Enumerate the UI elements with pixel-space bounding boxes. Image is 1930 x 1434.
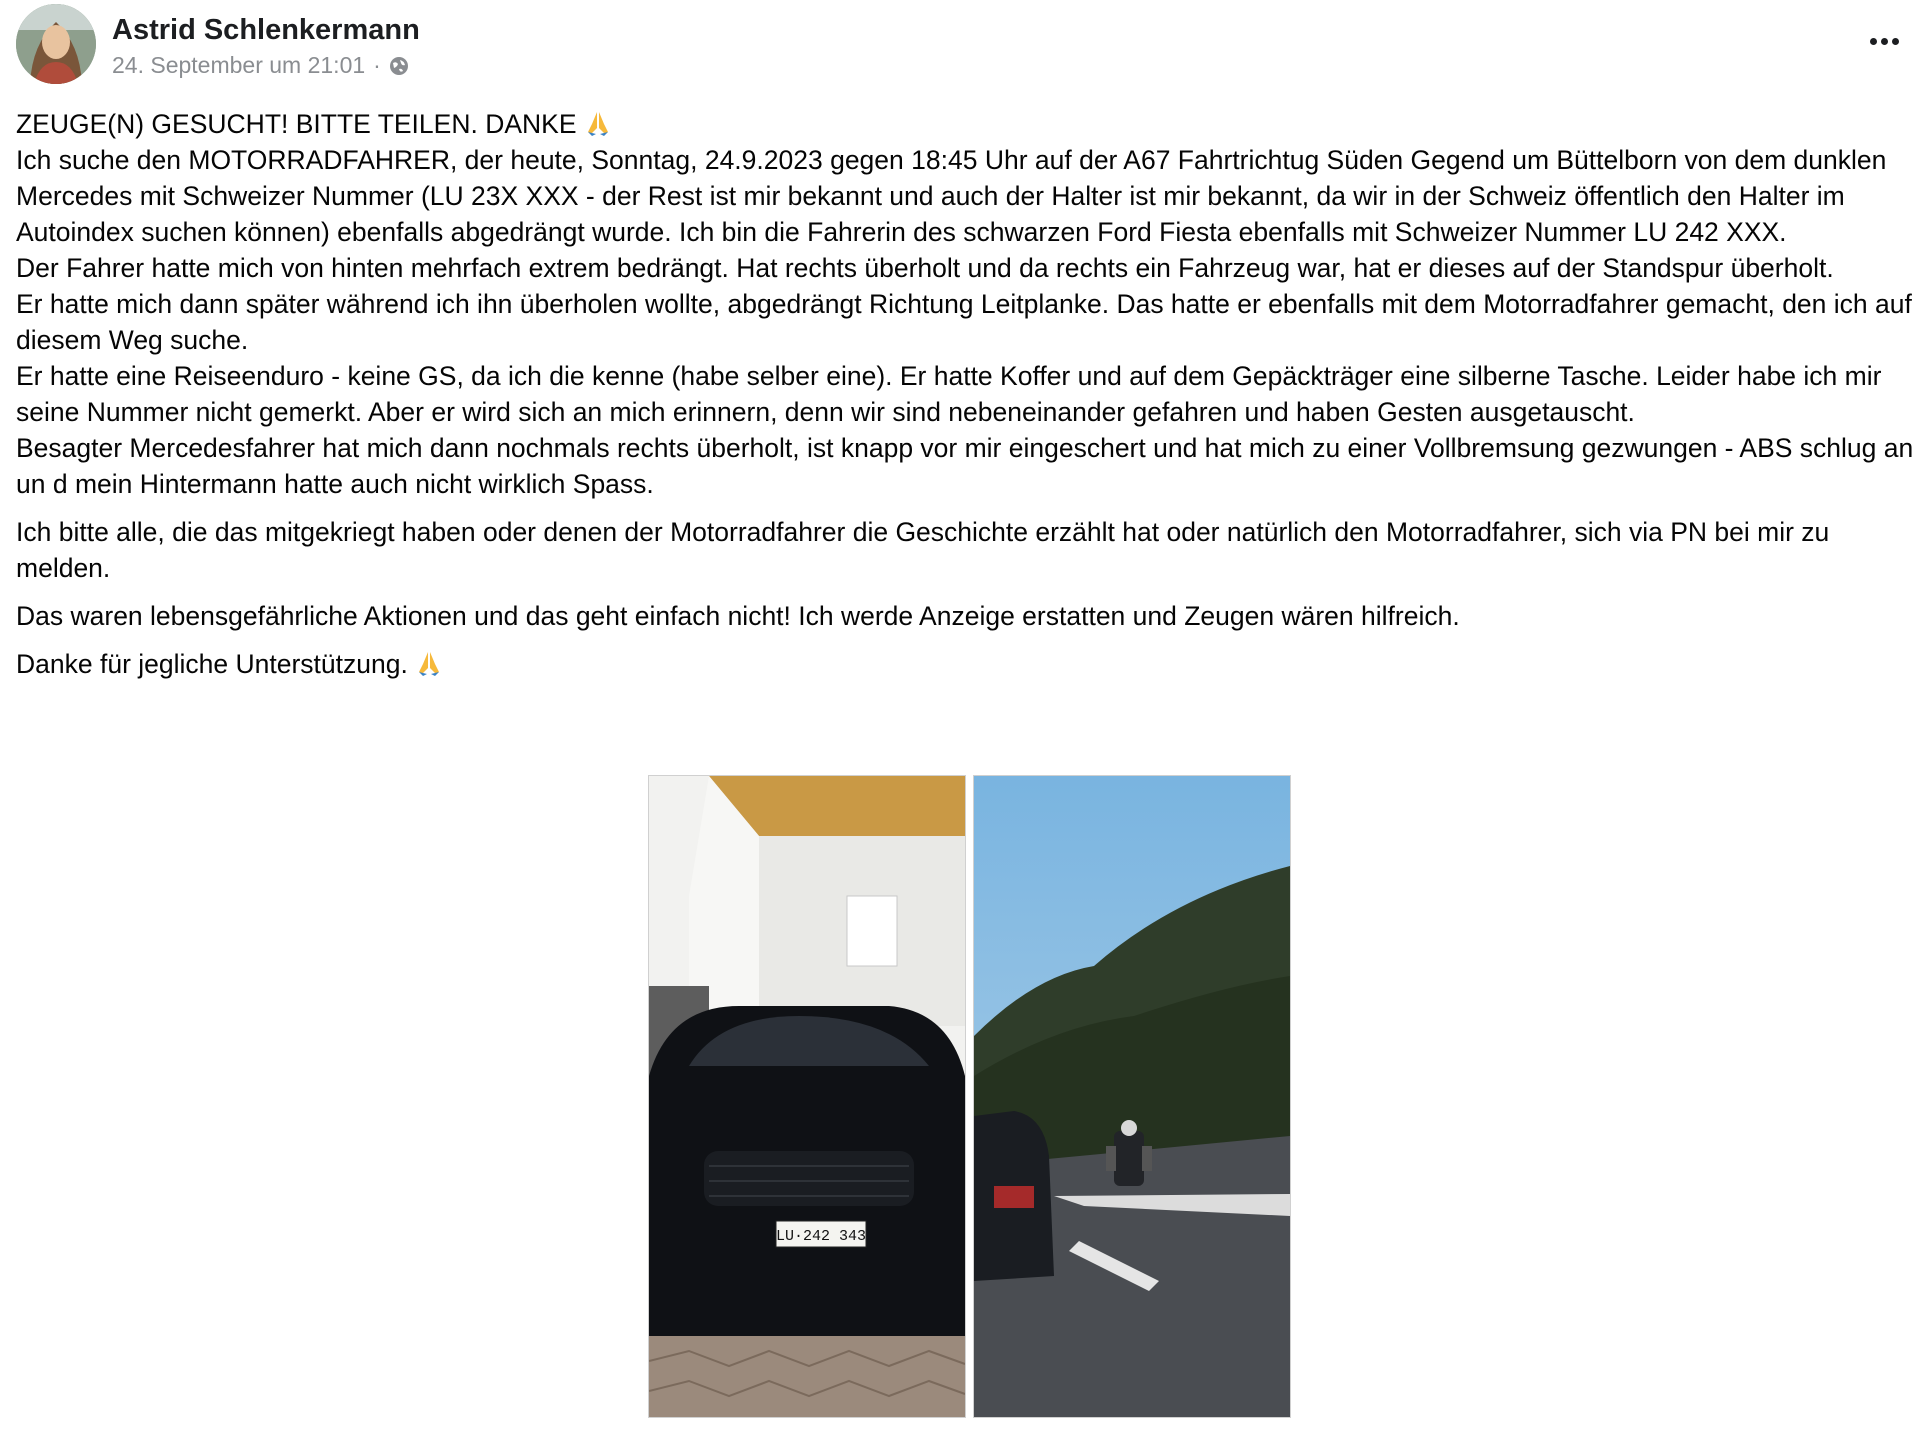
praying-hands-icon <box>583 108 613 138</box>
photo-road[interactable] <box>973 775 1291 1418</box>
avatar-image <box>16 4 96 84</box>
post-thanks: Danke für jegliche Unterstützung. <box>16 649 408 679</box>
post-paragraph-3: Das waren lebensgefährliche Aktionen und das geht einfach nicht! Ich werde Anzeige erstatten und Zeugen wären hilfreich. <box>16 601 1460 631</box>
post-header <box>16 4 1912 86</box>
globe-icon <box>389 56 409 76</box>
road-photo-image <box>974 776 1290 1417</box>
more-options-icon[interactable] <box>1864 26 1904 56</box>
post-text <box>16 106 1916 682</box>
post-paragraph-1 <box>16 106 1916 502</box>
car-photo-image <box>649 776 965 1417</box>
post-meta <box>112 52 409 79</box>
post-line-5: Besagter Mercedesfahrer hat mich dann nochmals rechts überholt, ist knapp vor mir eingeschert und hat mich zu einer Vollbremsung gezwungen - ABS schlug an un d mein Hintermann hatte auch nicht wirklich Spass. <box>16 433 1914 499</box>
timestamp[interactable]: 24. September um 21:01 <box>112 52 366 78</box>
avatar[interactable] <box>16 4 96 84</box>
praying-hands-icon <box>414 648 444 678</box>
photo-grid <box>648 775 1290 1416</box>
post-line-2: Der Fahrer hatte mich von hinten mehrfach extrem bedrängt. Hat rechts überholt und da rechts ein Fahrzeug war, hat er dieses auf der Standspur überholt. <box>16 253 1834 283</box>
post-line-3: Er hatte mich dann später während ich ihn überholen wollte, abgedrängt Richtung Leitplanke. Das hatte er ebenfalls mit dem Motorradfahrer gemacht, den ich auf diesem Weg suche. <box>16 289 1912 355</box>
post-line-4: Er hatte eine Reiseenduro - keine GS, da ich die kenne (habe selber eine). Er hatte Koffer und auf dem Gepäckträger eine silberne Tasche. Leider habe ich mir seine Nummer nicht gemerkt. Aber er wird sich an mich erinnern, denn wir sind nebeneinander gefahren und haben Gesten ausgetauscht. <box>16 361 1882 427</box>
post-paragraph-4 <box>16 646 1916 682</box>
post-title: ZEUGE(N) GESUCHT! BITTE TEILEN. DANKE <box>16 109 577 139</box>
photo-car[interactable] <box>648 775 966 1418</box>
license-plate: LU·242 343 <box>775 1228 867 1245</box>
post-paragraph-2: Ich bitte alle, die das mitgekriegt haben oder denen der Motorradfahrer die Geschichte erzählt hat oder natürlich den Motorradfahrer, sich via PN bei mir zu melden. <box>16 517 1830 583</box>
meta-separator: · <box>373 52 381 78</box>
author-name[interactable]: Astrid Schlenkermann <box>112 14 420 46</box>
post-line-1: Ich suche den MOTORRADFAHRER, der heute, Sonntag, 24.9.2023 gegen 18:45 Uhr auf der A67 Fahrtrichtug Süden Gegend um Büttelborn von dem dunklen Mercedes mit Schweizer Nummer (LU 23X XXX - der Rest ist mir bekannt und auch der Halter ist mir bekannt, da wir in der Schweiz öffentlich den Halter im Autoindex suchen können) ebenfalls abgedrängt wurde. Ich bin die Fahrerin des schwarzen Ford Fiesta ebenfalls mit Schweizer Nummer LU 242 XXX. <box>16 145 1887 247</box>
